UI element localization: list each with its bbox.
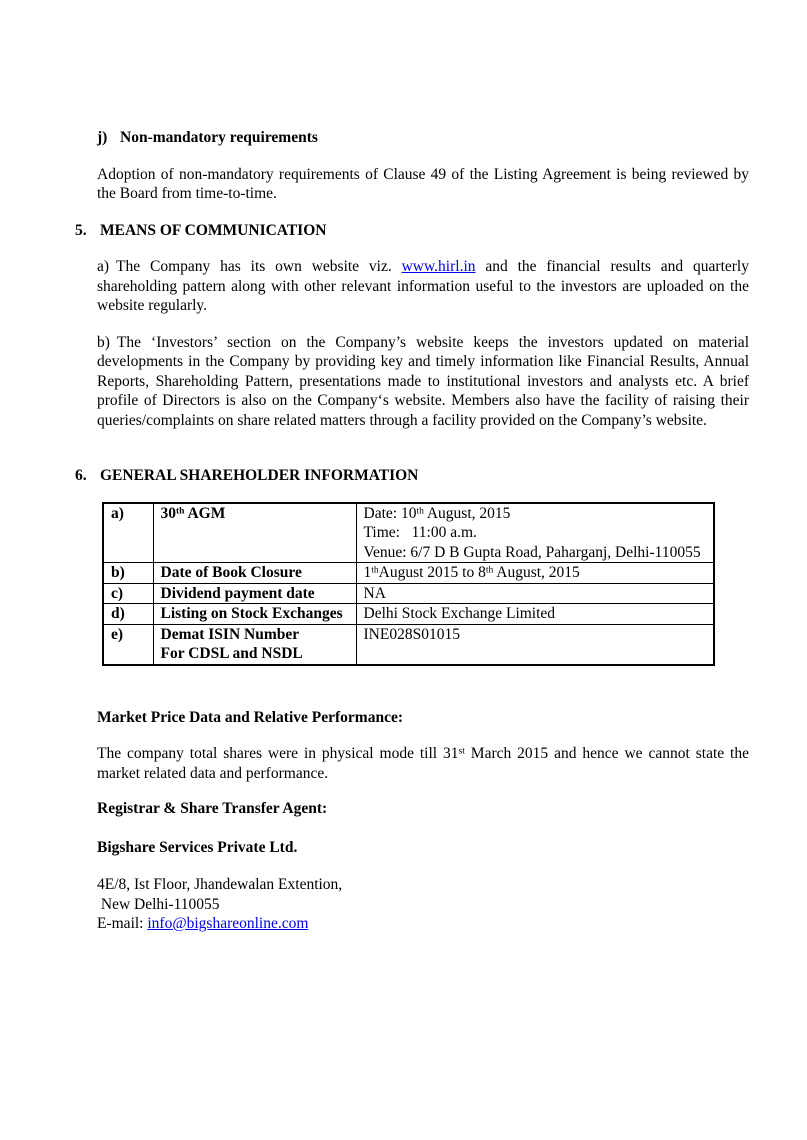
agm-label-rest: AGM (184, 504, 226, 522)
item-b-label: b) (97, 333, 110, 351)
section-5-number: 5. (75, 221, 87, 239)
row-c-label: Dividend payment date (153, 583, 356, 604)
table-row-dividend (103, 583, 714, 604)
item-a-text-after-link: and the financial results and quarterly shareholding pattern along with other relevant information useful to the investors are uploaded on the website regularly. (97, 258, 749, 314)
row-c-value: NA (356, 583, 714, 604)
row-c-key: c) (103, 583, 153, 604)
email-label: E-mail: (97, 915, 148, 932)
section-6-heading (75, 466, 749, 486)
row-d-value: Delhi Stock Exchange Limited (356, 604, 714, 625)
row-d-label: Listing on Stock Exchanges (153, 604, 356, 625)
address-line-1: 4E/8, Ist Floor, Jhandewalan Extention, (97, 876, 343, 893)
section-6-number: 6. (75, 467, 87, 484)
section-6-title: GENERAL SHAREHOLDER INFORMATION (100, 467, 419, 484)
registrar-heading: Registrar & Share Transfer Agent: (97, 800, 328, 817)
market-price-body: The company total shares were in physical mode till 31st March 2015 and hence we cannot state the market related data and performance. (97, 745, 749, 782)
subsection-j-label: j) (97, 129, 108, 146)
table-row-book-closure (103, 563, 714, 584)
table-row-agm (103, 503, 714, 563)
row-b-key: b) (103, 563, 153, 584)
agm-date-line: Date: 10th August, 2015 (363, 504, 511, 522)
row-e-key: e) (103, 624, 153, 665)
agm-time-line: Time: 11:00 a.m. (363, 524, 477, 541)
company-website-link[interactable]: www.hirl.in (401, 258, 476, 275)
row-a-value (356, 503, 714, 563)
row-b-label: Date of Book Closure (153, 563, 356, 584)
email-line (97, 914, 749, 934)
para-company-website (97, 257, 749, 316)
row-e-label: Demat ISIN Number For CDSL and NSDL (153, 624, 356, 665)
item-b-text: The ‘Investors’ section on the Company’s website keeps the investors updated on material developments in the Company by providing key and timely information like Financial Results, Annual Reports, Shareholding Pattern, presentations made to institutional investors and analysts etc. A brief profile of Directors is also on the Company‘s website. Members also have the facility of raising their queries/complaints on share related matters through a facility provided on the Company’s website. (97, 333, 749, 429)
row-e-value: INE028S01015 (356, 624, 714, 665)
item-a-label: a) (97, 258, 110, 275)
address-line-2: New Delhi-110055 (97, 895, 220, 913)
agm-venue-line: Venue: 6/7 D B Gupta Road, Paharganj, Delhi-110055 (363, 543, 701, 561)
row-d-key: d) (103, 604, 153, 625)
subsection-j-body: Adoption of non-mandatory requirements of Clause 49 of the Listing Agreement is being reviewed by the Board from time-to-time. (97, 165, 749, 202)
row-a-label (153, 503, 356, 563)
registrar-company-name: Bigshare Services Private Ltd. (97, 838, 298, 856)
row-a-key: a) (103, 503, 153, 563)
agm-number: 30 (160, 504, 176, 522)
email-link[interactable]: info@bigshareonline.com (147, 915, 309, 932)
registrar-address (97, 875, 749, 934)
section-5-heading (75, 221, 749, 241)
agm-ordinal-suffix: th (176, 506, 185, 516)
para-investors-section (97, 333, 749, 431)
item-a-text-before-link: The Company has its own website viz. (116, 258, 402, 275)
row-b-value: 1thAugust 2015 to 8th August, 2015 (356, 563, 714, 584)
shareholder-info-table (102, 502, 715, 666)
subsection-j-heading (97, 128, 749, 148)
section-5-title: MEANS OF COMMUNICATION (100, 221, 327, 239)
table-row-isin (103, 624, 714, 665)
subsection-j-title: Non-mandatory requirements (120, 129, 318, 146)
table-row-listing (103, 604, 714, 625)
market-price-heading: Market Price Data and Relative Performance: (97, 708, 404, 726)
